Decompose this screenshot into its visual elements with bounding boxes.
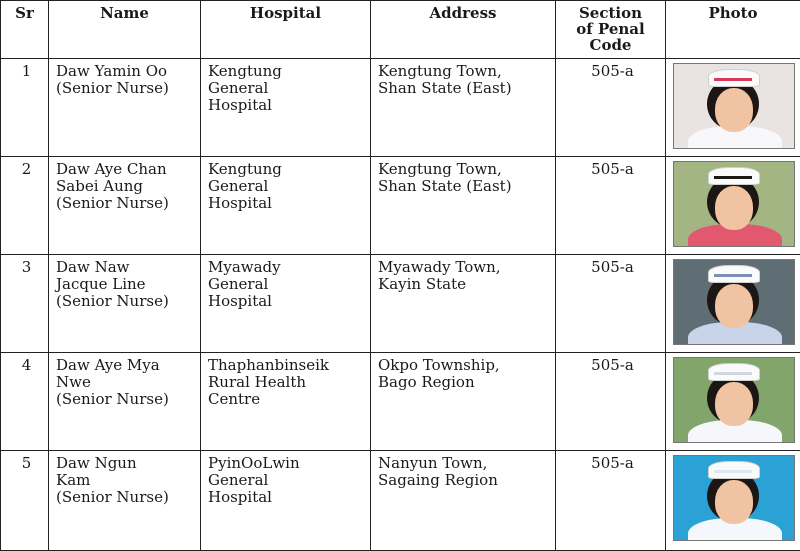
- hospital-line: Myawady: [208, 259, 367, 276]
- photo-cell: [666, 59, 800, 157]
- name-cell: [49, 451, 201, 551]
- address-line: Sagaing Region: [378, 472, 552, 489]
- photo-cap-band: [714, 78, 752, 81]
- photo-face: [715, 88, 753, 132]
- section-cell: 505-a: [556, 353, 666, 451]
- sr-cell: 4: [1, 353, 49, 451]
- photo-face: [715, 480, 753, 524]
- hospital-line: Kengtung: [208, 161, 367, 178]
- address-cell: [371, 157, 556, 255]
- hospital-line: Hospital: [208, 195, 367, 212]
- name-line: Daw Yamin Oo: [56, 63, 197, 80]
- hospital-line: General: [208, 80, 367, 97]
- table-row: [1, 59, 800, 157]
- photo-cell: [666, 255, 800, 353]
- name-line: Daw Naw: [56, 259, 197, 276]
- hospital-line: Hospital: [208, 293, 367, 310]
- hospital-cell: [201, 353, 371, 451]
- address-line: Myawady Town,: [378, 259, 552, 276]
- hospital-line: Thaphanbinseik: [208, 357, 367, 374]
- name-line: (Senior Nurse): [56, 391, 197, 408]
- photo-face: [715, 284, 753, 328]
- header-section-line: Section: [558, 5, 663, 21]
- section-cell: 505-a: [556, 157, 666, 255]
- name-line: (Senior Nurse): [56, 489, 197, 506]
- address-cell: [371, 59, 556, 157]
- sr-cell: 5: [1, 451, 49, 551]
- name-line: Daw Aye Chan: [56, 161, 197, 178]
- table-row: [1, 157, 800, 255]
- photo-cap-band: [714, 470, 752, 473]
- address-line: Bago Region: [378, 374, 552, 391]
- sr-cell: 3: [1, 255, 49, 353]
- address-line: Shan State (East): [378, 178, 552, 195]
- hospital-cell: [201, 451, 371, 551]
- photo-cap-band: [714, 274, 752, 277]
- address-line: Shan State (East): [378, 80, 552, 97]
- header-address: Address: [371, 1, 556, 59]
- name-cell: [49, 255, 201, 353]
- nurse-photo: [673, 161, 795, 247]
- header-section: [556, 1, 666, 59]
- hospital-line: Centre: [208, 391, 367, 408]
- photo-face: [715, 382, 753, 426]
- section-cell: 505-a: [556, 255, 666, 353]
- header-section-line: Code: [558, 37, 663, 53]
- address-line: Kengtung Town,: [378, 161, 552, 178]
- table-row: [1, 353, 800, 451]
- photo-cell: [666, 157, 800, 255]
- nurse-photo: [673, 259, 795, 345]
- nurse-photo: [673, 63, 795, 149]
- hospital-cell: [201, 157, 371, 255]
- hospital-line: Rural Health: [208, 374, 367, 391]
- photo-cap-band: [714, 372, 752, 375]
- hospital-line: PyinOoLwin: [208, 455, 367, 472]
- section-cell: 505-a: [556, 59, 666, 157]
- hospital-line: Hospital: [208, 97, 367, 114]
- header-name: Name: [49, 1, 201, 59]
- address-line: Kayin State: [378, 276, 552, 293]
- sr-cell: 1: [1, 59, 49, 157]
- address-cell: [371, 255, 556, 353]
- address-line: Nanyun Town,: [378, 455, 552, 472]
- address-line: Kengtung Town,: [378, 63, 552, 80]
- photo-face: [715, 186, 753, 230]
- hospital-line: Hospital: [208, 489, 367, 506]
- nurse-photo: [673, 357, 795, 443]
- header-sr: Sr: [1, 1, 49, 59]
- address-line: Okpo Township,: [378, 357, 552, 374]
- hospital-line: General: [208, 178, 367, 195]
- name-line: Kam: [56, 472, 197, 489]
- address-cell: [371, 451, 556, 551]
- hospital-line: Kengtung: [208, 63, 367, 80]
- table-row: [1, 451, 800, 551]
- name-cell: [49, 353, 201, 451]
- photo-cap-band: [714, 176, 752, 179]
- name-line: (Senior Nurse): [56, 195, 197, 212]
- table-row: [1, 255, 800, 353]
- hospital-line: General: [208, 276, 367, 293]
- name-line: Daw Ngun: [56, 455, 197, 472]
- header-row: [1, 1, 800, 59]
- header-photo: Photo: [666, 1, 800, 59]
- name-line: (Senior Nurse): [56, 80, 197, 97]
- name-cell: [49, 59, 201, 157]
- nurse-photo: [673, 455, 795, 541]
- name-line: Sabei Aung: [56, 178, 197, 195]
- hospital-cell: [201, 255, 371, 353]
- hospital-cell: [201, 59, 371, 157]
- name-line: Nwe: [56, 374, 197, 391]
- photo-cell: [666, 451, 800, 551]
- name-cell: [49, 157, 201, 255]
- name-line: Jacque Line: [56, 276, 197, 293]
- section-cell: 505-a: [556, 451, 666, 551]
- name-line: (Senior Nurse): [56, 293, 197, 310]
- address-cell: [371, 353, 556, 451]
- photo-cell: [666, 353, 800, 451]
- name-line: Daw Aye Mya: [56, 357, 197, 374]
- sr-cell: 2: [1, 157, 49, 255]
- header-section-line: of Penal: [558, 21, 663, 37]
- hospital-line: General: [208, 472, 367, 489]
- header-hospital: Hospital: [201, 1, 371, 59]
